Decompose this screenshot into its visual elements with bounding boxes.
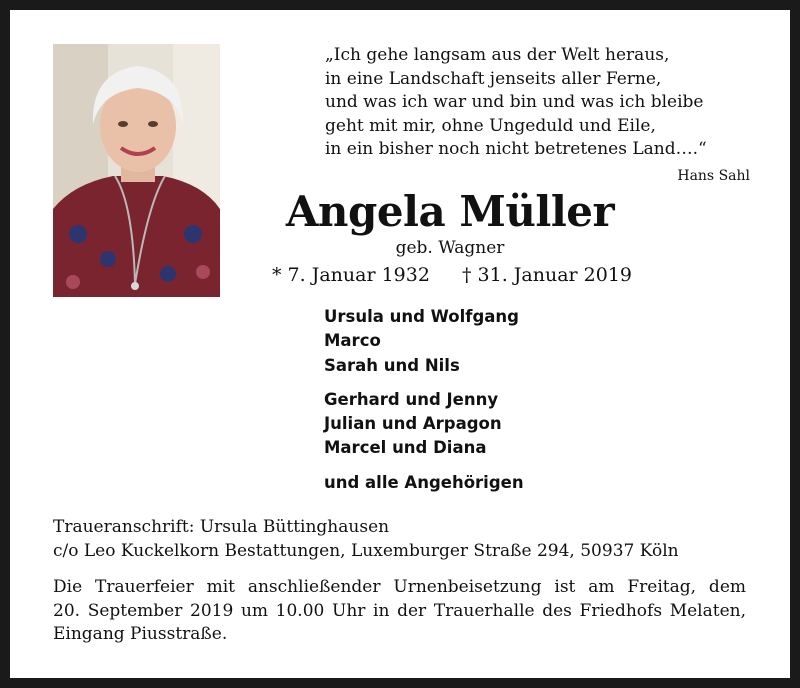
portrait-photo	[53, 44, 220, 297]
address-line: c/o Leo Kuckelkorn Bestattungen, Luxemburger Straße 294, 50937 Köln	[53, 541, 679, 561]
address-line: Traueranschrift: Ursula Büttinghausen	[53, 517, 390, 537]
family-member: Julian und Arpagon	[324, 414, 502, 434]
family-list	[324, 305, 524, 495]
deceased-name: Angela Müller	[285, 187, 615, 236]
poem-line: in ein bisher noch nicht betretenes Land….“	[325, 139, 707, 159]
poem-line: und was ich war und bin und was ich bleibe	[325, 92, 704, 112]
funeral-service-info	[53, 576, 746, 647]
poem-line: geht mit mir, ohne Ungeduld und Eile,	[325, 115, 656, 136]
family-group-spacer	[324, 461, 524, 471]
poem-author: Hans Sahl	[677, 168, 750, 184]
birth-date: * 7. Januar 1932	[272, 264, 430, 286]
portrait-illustration	[53, 44, 220, 297]
mourning-address	[53, 515, 679, 563]
poem-line: „Ich gehe langsam aus der Welt heraus,	[325, 45, 670, 65]
service-line: 20. September 2019 um 10.00 Uhr in der Trauerhalle des Friedhofs Melaten,	[53, 600, 746, 621]
poem-quote	[325, 44, 750, 184]
maiden-name: geb. Wagner	[395, 238, 505, 258]
family-member: Marco	[324, 331, 381, 351]
service-line: Eingang Piusstraße.	[53, 624, 228, 644]
service-line: Die Trauerfeier mit anschließender Urnenbeisetzung ist am Freitag, dem	[53, 577, 746, 597]
poem-line: in eine Landschaft jenseits aller Ferne,	[325, 68, 662, 89]
family-member: Gerhard und Jenny	[324, 389, 499, 409]
family-member: Marcel und Diana	[324, 438, 487, 458]
family-member: Sarah und Nils	[324, 355, 460, 375]
death-date: † 31. Januar 2019	[462, 264, 633, 286]
family-group-spacer	[324, 378, 524, 388]
family-closing: und alle Angehörigen	[324, 472, 524, 492]
family-member: Ursula und Wolfgang	[324, 307, 519, 326]
